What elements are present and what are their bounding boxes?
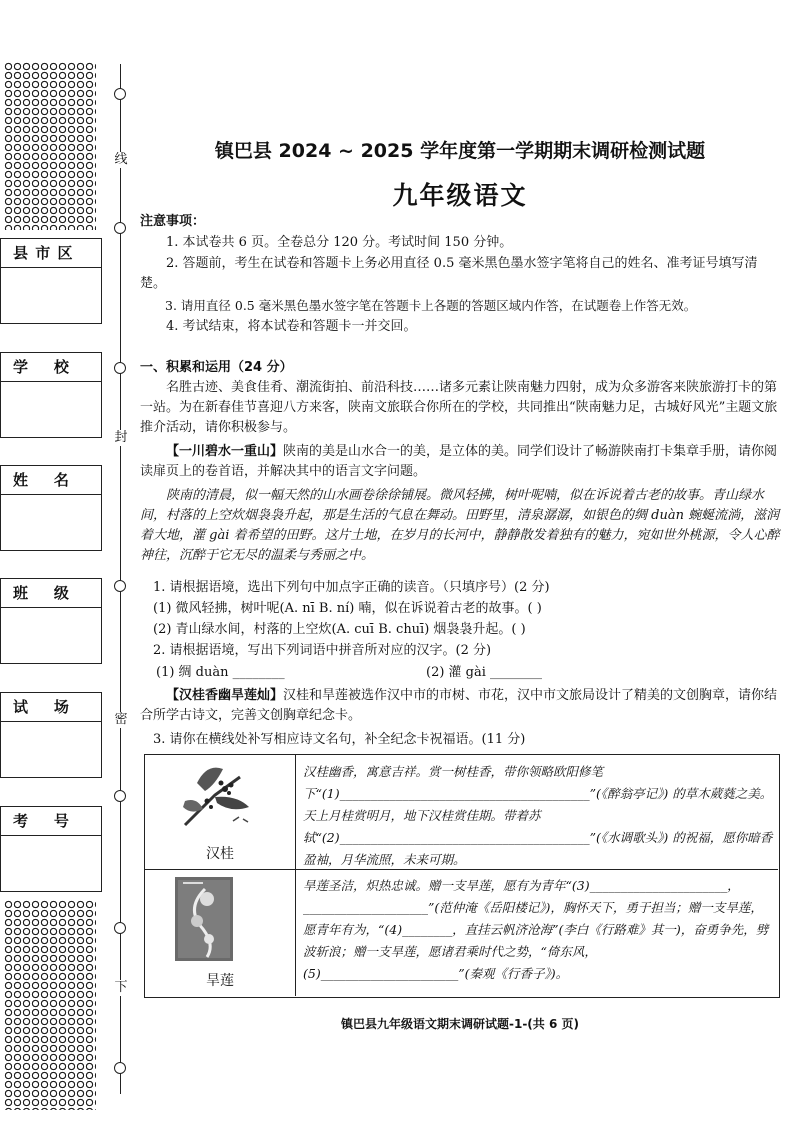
question-3: 3. 请你在横线处补写相应诗文名句，补全纪念卡祝福语。(11 分) — [153, 732, 526, 747]
binding-hole — [114, 580, 126, 592]
field-county — [0, 238, 102, 324]
exam-title: 镇巴县 2024 ~ 2025 学年度第一学期期末调研检测试题 — [214, 140, 706, 162]
card-row-osmanthus — [145, 755, 778, 870]
notice-item: 4. 考试结束，将本试卷和答题卡一并交回。 — [166, 319, 417, 334]
binding-char-secret: 密 — [112, 712, 130, 728]
binding-dots-bottom — [4, 900, 96, 1110]
osmanthus-caption: 汉桂 — [206, 846, 234, 862]
lotus-badge-image — [145, 869, 296, 996]
question-1: 1. 请根据语境，选出下列句中加点字正确的读音。（只填序号）(2 分) — [153, 580, 550, 595]
field-exam-number — [0, 806, 102, 892]
binding-line — [120, 64, 121, 1094]
field-label: 县 市 区 — [1, 239, 101, 268]
field-school — [0, 352, 102, 438]
binding-char-seal: 封 — [112, 430, 130, 446]
field-exam-room — [0, 692, 102, 778]
card-row-lotus — [145, 869, 778, 996]
question-2-2: (2) 灌 gài ________ — [426, 665, 543, 680]
osmanthus-icon — [145, 755, 295, 837]
lotus-caption: 旱莲 — [206, 973, 234, 989]
field-name — [0, 465, 102, 551]
section-intro: 名胜古迹、美食佳肴、潮流街拍、前沿科技……诸多元素让陕南魅力四射，成为众多游客来陕旅游打卡的第一站。为在新春佳节喜迎八方来客，陕南文旅联合你所在的学校，共同推出“陕南魅力足，古城好风光”主题文旅推介活动，请你积极参与。 — [140, 380, 778, 435]
part2-paragraph — [140, 686, 780, 726]
part1-paragraph — [140, 442, 780, 482]
field-label: 考 号 — [1, 807, 101, 836]
notice-item: 3. 请用直径 0.5 毫米黑色墨水签字笔在答题卡上各题的答题区域内作答，在试题卷上作答无效。 — [165, 298, 697, 313]
question-2: 2. 请根据语境，写出下列词语中拼音所对应的汉字。(2 分) — [153, 643, 492, 658]
binding-hole — [114, 88, 126, 100]
field-class — [0, 578, 102, 664]
binding-char-line: 线 — [112, 152, 130, 168]
lotus-icon — [145, 869, 295, 965]
field-label: 试 场 — [1, 693, 101, 722]
osmanthus-blessing-text: 汉桂幽香，寓意吉祥。赏一树桂香，带你领略欧阳修笔下“(1)________________________________________”(《醉翁亭记》) 的草木葳蕤之美。天上月桂赏明月，地下汉桂赏佳期。带着苏轼“(2)________________________________________”(《水调歌头》) 的祝福，愿你暗香盈袖，月华流照，未来可期。 — [303, 764, 773, 867]
notice-item: 1. 本试卷共 6 页。全卷总分 120 分。考试时间 150 分钟。 — [166, 235, 513, 250]
reading-passage: 陕南的清晨，似一幅天然的山水画卷徐徐铺展。微风轻拂，树叶呢喃，似在诉说着古老的故事。青山绿水间，村落的上空炊烟袅袅升起，那是生活的气息在舞动。田野里，清泉潺潺，如银色的绸 duàn 蜿蜒流淌，滋润着大地，灌 gài 着希望的田野。这片土地，在岁月的长河中，静静散发着独有的魅力，宛如世外桃源，令人心醉神往，沉醉于它无尽的温柔与秀丽之中。 — [140, 488, 780, 563]
binding-hole — [114, 922, 126, 934]
question-1-2: (2) 青山绿水间，村落的上空炊(A. cuī B. chuī) 烟袅袅升起。( ) — [153, 622, 526, 637]
binding-hole — [114, 362, 126, 374]
binding-char-below: 下 — [112, 980, 130, 996]
section-heading: 一、积累和运用（24 分） — [140, 360, 293, 375]
field-label: 姓 名 — [1, 466, 101, 495]
field-label: 学 校 — [1, 353, 101, 382]
page-footer: 镇巴县九年级语文期末调研试题-1-(共 6 页) — [341, 1017, 579, 1031]
part2-text: 汉桂和旱莲被选作汉中市的市树、市花，汉中市文旅局设计了精美的文创胸章，请你结合所学古诗文，完善文创胸章纪念卡。 — [140, 688, 778, 723]
field-label: 班 级 — [1, 579, 101, 608]
notice-item: 2. 答题前，考生在试卷和答题卡上务必用直径 0.5 毫米黑色墨水签字笔将自己的姓名、准考证号填写清楚。 — [140, 256, 758, 291]
notice-heading: 注意事项： — [140, 214, 206, 229]
question-2-1: (1) 绸 duàn ________ — [156, 665, 285, 680]
part1-text: 陕南的美是山水合一的美，是立体的美。同学们设计了畅游陕南打卡集章手册，请你阅读扉页上的卷首语，并解决其中的语言文字问题。 — [140, 444, 778, 479]
binding-hole — [114, 1062, 126, 1074]
binding-hole — [114, 790, 126, 802]
subject-title: 九年级语文 — [392, 181, 528, 210]
binding-dots-top — [4, 62, 96, 230]
binding-hole — [114, 222, 126, 234]
commemorative-card — [144, 754, 780, 998]
question-1-1: (1) 微风轻拂，树叶呢(A. nī B. ní) 喃，似在诉说着古老的故事。( ) — [153, 601, 542, 616]
part1-tag: 【一川碧水一重山】 — [166, 444, 284, 459]
lotus-blessing-text: 旱莲圣洁，炽热忠诚。赠一支旱莲，愿有为青年“(3)______________________，____________________”(范仲淹《岳阳楼记》)，胸怀天下，勇于担当；赠一支旱莲，愿青年有为，“(4)________，直挂云帆济沧海”(李白《行路难》其一)，奋勇争先，劈波斩浪；赠一支旱莲，愿诸君乘时代之势，“倚东风，(5)______________________”(秦观《行香子》)。 — [303, 878, 769, 981]
osmanthus-badge-image — [145, 755, 296, 869]
part2-tag: 【汉桂香幽旱莲灿】 — [166, 688, 284, 703]
